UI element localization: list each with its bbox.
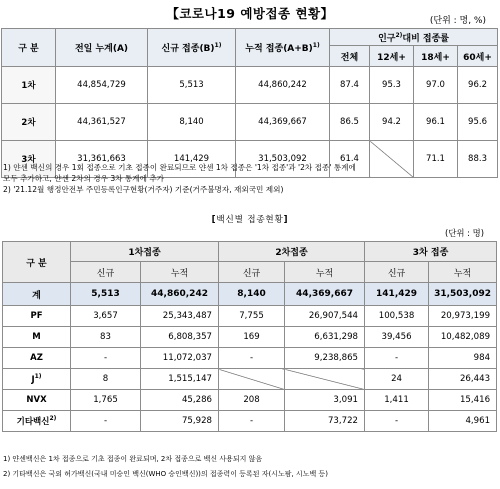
header-all: 전체 [330,46,370,67]
table-row [3,306,497,327]
cell-new: 5,513 [148,67,236,104]
cell: 20,973,199 [429,306,497,327]
cell-60: 95.6 [458,104,498,141]
header-ratio: 인구$^{2)}$대비 접종률 [330,29,498,46]
table-row [3,369,497,390]
footnotes-2 [3,452,497,482]
cell: - [365,348,429,369]
cell: - [219,348,285,369]
table-row [3,327,497,348]
table-row-total [3,283,497,306]
cell: 45,286 [141,390,219,411]
cell: 169 [219,327,285,348]
cell-prev: 44,854,729 [56,67,148,104]
cell: 1,765 [71,390,141,411]
footnote: 1) 얀센 백신의 경우 1회 접종으로 기초 접종이 완료되므로 얀센 1차 접종은 '1차 접종'과 '2차 접종' 통계에 [3,163,356,172]
cell-60: 96.2 [458,67,498,104]
row-label: 1차 [2,67,56,104]
cell-empty [219,369,285,390]
cell: 5,513 [71,283,141,306]
footnote: 모두 추가하고, 얀센 2차의 경우 3차 통계에 추가 [3,174,165,183]
cell: 1,411 [365,390,429,411]
vaccine-name: AZ [3,348,71,369]
footnotes-1 [3,162,497,195]
table-row [3,390,497,411]
cell: 11,072,037 [141,348,219,369]
header-gubun: 구 분 [2,29,56,67]
cell: 8,140 [219,283,285,306]
cell: 4,961 [429,411,497,432]
cell-60: 88.3 [458,141,498,178]
cell-all: 61.4 [330,141,370,178]
cell: 100,538 [365,306,429,327]
cell: 6,631,298 [285,327,365,348]
header-18plus: 18세+ [414,46,458,67]
header-cum: 누적 [141,262,219,283]
unit-label-2: (단위 : 명) [445,228,484,238]
cell-cum: 44,369,667 [236,104,330,141]
cell: 3,657 [71,306,141,327]
cell: 208 [219,390,285,411]
cell: 75,928 [141,411,219,432]
cell-all: 86.5 [330,104,370,141]
cell-18: 96.1 [414,104,458,141]
header-60plus: 60세+ [458,46,498,67]
cell: 3,091 [285,390,365,411]
cell: 26,907,544 [285,306,365,327]
table-row [3,348,497,369]
vaccine-title: [백신별 접종현황] [211,215,289,225]
cell-cum: 44,860,242 [236,67,330,104]
cell: 10,482,089 [429,327,497,348]
cell: 7,755 [219,306,285,327]
table-row [3,411,497,432]
header-new: 신규 접종$(B)^{1)}$ [148,29,236,67]
cell: - [71,348,141,369]
vaccine-name: 기타백신$^{2)}$ [3,411,71,432]
cell-12: 94.2 [370,104,414,141]
cell: - [71,411,141,432]
cell-18: 71.1 [414,141,458,178]
footnote: 2) '21.12월 행정안전부 주민등록인구현황(거주자) 기준(거주불명자, 재외국민 제외) [3,185,284,194]
vaccine-breakdown-table [2,241,497,432]
cell-all: 87.4 [330,67,370,104]
header-new: 신규 [71,262,141,283]
cell-cum: 31,503,092 [236,141,330,178]
cell: 73,722 [285,411,365,432]
cell: 26,443 [429,369,497,390]
cell: 984 [429,348,497,369]
header-cum: 누적 [285,262,365,283]
vaccine-name: NVX [3,390,71,411]
cell: - [219,411,285,432]
cell: 24 [365,369,429,390]
vaccine-name: PF [3,306,71,327]
header-dose3: 3차 접종 [365,242,497,262]
cell-new: 8,140 [148,104,236,141]
cell: 39,456 [365,327,429,348]
header-dose1: 1차접종 [71,242,219,262]
cell: 141,429 [365,283,429,306]
header-dose2: 2차접종 [219,242,365,262]
header-gubun: 구 분 [3,242,71,283]
row-label: 2차 [2,104,56,141]
footnote: 1) 얀센백신은 1차 접종으로 기초 접종이 완료되며, 2차 접종으로 백신 사용되지 않음 [3,455,263,463]
header-prev-total: 전일 누계(A) [56,29,148,67]
cell: 44,860,242 [141,283,219,306]
cell: 15,416 [429,390,497,411]
footnote: 2) 기타백신은 국외 허가백신(국내 미승인 백신(WHO 승인백신))의 접종력이 등록된 자(시노팜, 시노백 등) [3,470,328,478]
cell: - [365,411,429,432]
cell-prev: 44,361,527 [56,104,148,141]
cell: 44,369,667 [285,283,365,306]
cell: 6,808,357 [141,327,219,348]
cell: 9,238,865 [285,348,365,369]
table-row [2,104,498,141]
cell-empty [285,369,365,390]
cell-prev: 31,361,663 [56,141,148,178]
header-new: 신규 [365,262,429,283]
header-new: 신규 [219,262,285,283]
cell: 31,503,092 [429,283,497,306]
header-cumulative: 누적 접종$(A+B)^{1)}$ [236,29,330,67]
cell: 83 [71,327,141,348]
vaccine-name: 계 [3,283,71,306]
cell-18: 97.0 [414,67,458,104]
table-row [2,67,498,104]
vaccination-status-table [1,28,498,178]
vaccine-name: $J^{1)}$ [3,369,71,390]
unit-label: (단위 : 명, %) [429,16,486,26]
cell: 8 [71,369,141,390]
cell: 1,515,147 [141,369,219,390]
header-cum: 누적 [429,262,497,283]
row-label: 3차 [2,141,56,178]
header-12plus: 12세+ [370,46,414,67]
status-title: 【코로나19 예방접종 현황】 [166,6,334,21]
vaccine-name: M [3,327,71,348]
cell-new: 141,429 [148,141,236,178]
cell: 25,343,487 [141,306,219,327]
cell-12: 95.3 [370,67,414,104]
